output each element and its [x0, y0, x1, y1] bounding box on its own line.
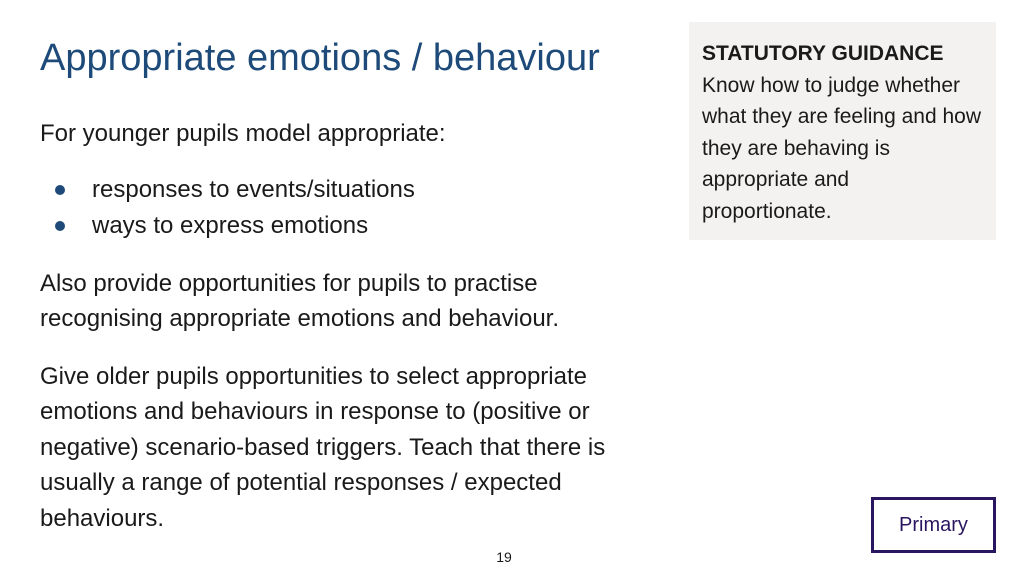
list-item-label: responses to events/situations: [92, 175, 415, 203]
slide-body: [40, 116, 660, 536]
primary-badge: [871, 497, 996, 553]
list-item-label: ways to express emotions: [92, 211, 369, 239]
list-item: [40, 208, 660, 244]
paragraph-older-pupils: Give older pupils opportunities to select appropriate emotions and behaviours in response to (positive or negative) scenario-based triggers. Teach that there is usually a range of potential responses / expected behaviours.: [40, 362, 606, 532]
badge-label: Primary: [899, 513, 968, 536]
list-item: [40, 172, 660, 208]
intro-text: For younger pupils model appropriate:: [40, 120, 446, 147]
paragraph-practise: Also provide opportunities for pupils to practise recognising appropriate emotions and behaviour.: [40, 269, 560, 332]
guidance-text: Know how to judge whether what they are feeling and how they are behaving is appropriate and proportionate.: [702, 73, 982, 223]
bullet-dot-icon: [55, 221, 65, 231]
page-number: 19: [496, 549, 512, 565]
statutory-guidance-box: [689, 22, 996, 240]
bullet-dot-icon: [55, 185, 65, 195]
guidance-heading: STATUTORY GUIDANCE: [702, 42, 944, 65]
slide-title: Appropriate emotions / behaviour: [40, 37, 600, 79]
bullet-list: [40, 172, 660, 244]
